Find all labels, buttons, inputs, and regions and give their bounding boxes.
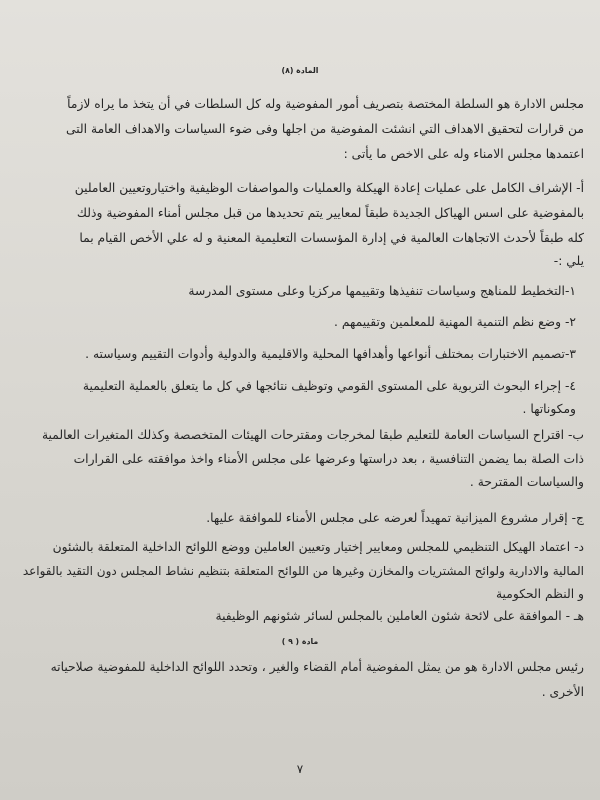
sub-item-1: ١-التخطيط للمناهج وسياسات تنفيذها وتقييمها مركزيا وعلى مستوى المدرسة: [188, 284, 576, 298]
item-b-line-1: ب- اقتراح السياسات العامة للتعليم طبقا لمخرجات ومقترحات الهيئات المتخصصة وكذلك المتغيرات العالمية: [41, 428, 584, 442]
article-8-title: المادة (٨): [281, 66, 319, 75]
item-b-line-2: ذات الصلة بما يضمن التنافسية ، بعد دراستها وعرضها على مجلس الأمناء واخذ موافقته على القرارات: [73, 452, 584, 466]
item-a-line-1: أ- الإشراف الكامل على عمليات إعادة الهيكلة والعمليات والمواصفات الوظيفية واختياروتعيين العاملين: [74, 181, 584, 195]
article-9-title: مادة ( ٩ ): [281, 637, 319, 646]
article-8-intro-line-3: اعتمدها مجلس الامناء وله على الاخص ما يأتى :: [343, 147, 584, 161]
item-a-line-2: بالمفوضية على اسس الهياكل الجديدة طبقاً لمعايير يتم تحديدها من قبل مجلس أمناء المفوضية وذلك: [76, 206, 584, 220]
item-a-line-4: يلي :-: [553, 254, 584, 268]
article-9-line-2: الأخرى .: [541, 685, 584, 699]
article-9-line-1: رئيس مجلس الادارة هو من يمثل المفوضية أمام القضاء والغير ، وتحدد اللوائح الداخلية للمفوضية صلاحياته: [50, 660, 584, 674]
page-number: ٧: [296, 762, 304, 776]
sub-item-2: ٢- وضع نظم التنمية المهنية للمعلمين وتقييمهم .: [334, 315, 576, 329]
article-8-intro-line-1: مجلس الادارة هو السلطة المختصة بتصريف أمور المفوضية وله كل السلطات في أن يتخذ ما يراه لازماً: [67, 97, 584, 111]
item-c: ج- إقرار مشروع الميزانية تمهيداً لعرضه على مجلس الأمناء للموافقة عليها.: [206, 511, 584, 525]
sub-item-3: ٣-تصميم الاختبارات بمختلف أنواعها وأهدافها المحلية والاقليمية والدولية وأدوات التقييم وسياسته .: [85, 347, 576, 361]
item-e: هـ - الموافقة على لائحة شئون العاملين بالمجلس لسائر شئونهم الوظيفية: [215, 609, 584, 623]
item-d-line-1: د- اعتماد الهيكل التنظيمي للمجلس ومعايير إختيار وتعيين العاملين ووضع اللوائح الداخلية المتعلقة بالشئون: [52, 540, 584, 554]
item-d-line-2: المالية والادارية ولوائح المشتريات والمخازن وغيرها من اللوائح المتعلقة بتنظيم نشاط المجلس دون التقيد بالقواعد: [22, 564, 584, 578]
sub-item-4-line-2: ومكوناتها .: [522, 402, 576, 416]
item-d-line-3: و النظم الحكومية: [495, 587, 584, 601]
article-8-intro-line-2: من قرارات لتحقيق الاهداف التي انشئت المفوضية من اجلها وفى ضوء السياسات والاهداف العامة التى: [65, 122, 584, 136]
item-b-line-3: والسياسات المقترحة .: [469, 475, 584, 489]
item-a-line-3: كله طبقاً لأحدث الاتجاهات العالمية في إدارة المؤسسات التعليمية المعنية و له علي الأخص القيام بما: [79, 231, 584, 245]
sub-item-4-line-1: ٤- إجراء البحوث التربوية على المستوى القومي وتوظيف نتائجها في كل ما يتعلق بالعملية التعليمية: [82, 379, 576, 393]
